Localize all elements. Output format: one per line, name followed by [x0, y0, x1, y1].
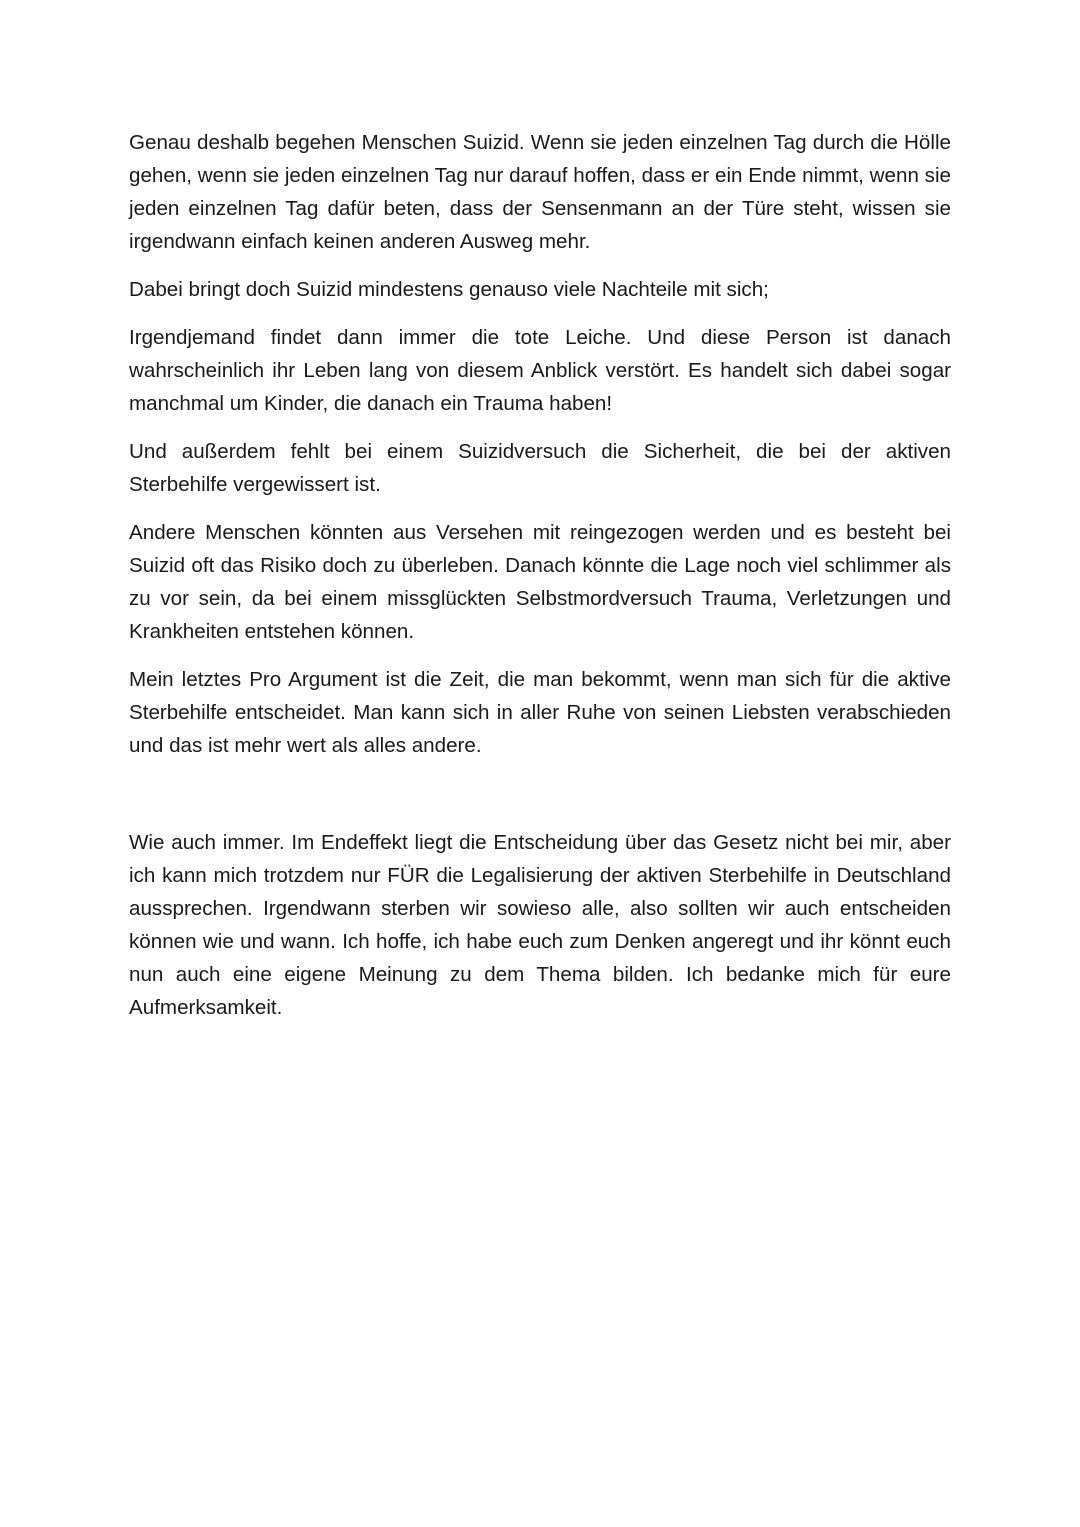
paragraph-risks: Andere Menschen könnten aus Versehen mit reingezogen werden und es besteht bei Suizid oft das Risiko doch zu überleben. Danach könnte die Lage noch viel schlimmer als zu vor sein, da bei einem missglückten Selbstmordversuch Trauma, Verletzungen und Krankheiten entstehen können.: [129, 521, 951, 643]
paragraph-suicide-reasons: Genau deshalb begehen Menschen Suizid. Wenn sie jeden einzelnen Tag durch die Hölle gehen, wenn sie jeden einzelnen Tag nur darauf hoffen, dass er ein Ende nimmt, wenn sie jeden einzelnen Tag dafür beten, dass der Sensenmann an der Türe steht, wissen sie irgendwann einfach keinen anderen Ausweg mehr.: [129, 131, 951, 253]
paragraph-conclusion: Wie auch immer. Im Endeffekt liegt die Entscheidung über das Gesetz nicht bei mir, aber ich kann mich trotzdem nur FÜR die Legalisierung der aktiven Sterbehilfe in Deutschland aussprechen. Irgendwann sterben wir sowieso alle, also sollten wir auch entscheiden können wie und wann. Ich hoffe, ich habe euch zum Denken angeregt und ihr könnt euch nun auch eine eigene Meinung zu dem Thema bilden. Ich bedanke mich für eure Aufmerksamkeit.: [129, 831, 951, 1019]
paragraph-disadvantages-intro: Dabei bringt doch Suizid mindestens genauso viele Nachteile mit sich;: [129, 278, 769, 301]
paragraph-last-pro-argument: Mein letztes Pro Argument ist die Zeit, die man bekommt, wenn man sich für die aktive Sterbehilfe entscheidet. Man kann sich in aller Ruhe von seinen Liebsten verabschieden und das ist mehr wert als alles andere.: [129, 668, 951, 757]
paragraph-finding-body: Irgendjemand findet dann immer die tote Leiche. Und diese Person ist danach wahrscheinlich ihr Leben lang von diesem Anblick verstört. Es handelt sich dabei sogar manchmal um Kinder, die danach ein Trauma haben!: [129, 326, 951, 415]
paragraph-lack-of-certainty: Und außerdem fehlt bei einem Suizidversuch die Sicherheit, die bei der aktiven Sterbehilfe vergewissert ist.: [129, 440, 951, 496]
document-body: [129, 126, 951, 1039]
